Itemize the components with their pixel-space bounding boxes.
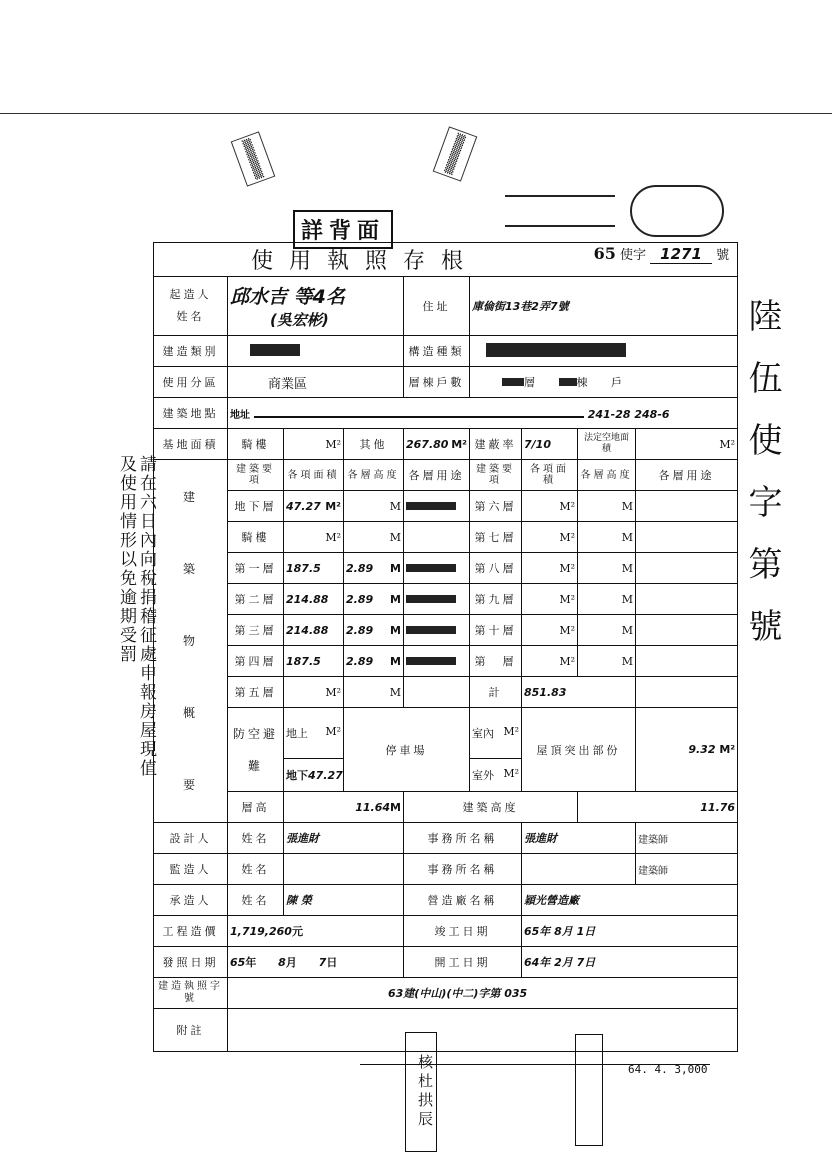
- right-vertical-text: 陸伍使字第號: [742, 298, 782, 670]
- f10-height: M: [578, 615, 636, 646]
- col-height: 各層高度: [344, 460, 404, 491]
- row-arcade: 騎樓: [228, 522, 284, 553]
- f9-use: [636, 584, 738, 615]
- col-area: 各項面積: [284, 460, 344, 491]
- completed-value: 65年 8月 1日: [522, 916, 738, 947]
- arcade-area: M²: [284, 522, 344, 553]
- bldg-height-value: 11.76: [578, 792, 738, 823]
- open-space-value: M²: [636, 429, 738, 460]
- row-9f: 第九層: [470, 584, 522, 615]
- supervisor-seal: 建築師: [636, 854, 738, 885]
- f5-use: [404, 677, 470, 708]
- tilted-stamp-right: ▒ ▒ ▒: [433, 126, 478, 181]
- other-value: 267.80 M²: [404, 429, 470, 460]
- structure-type-value: [470, 336, 738, 367]
- arcade-height: M: [344, 522, 404, 553]
- total-value: 851.83: [522, 677, 636, 708]
- floors-label: 層棟戶數: [404, 367, 470, 398]
- print-code: 64. 4. 3,000: [628, 1063, 708, 1076]
- permit-label: 建造執照字號: [154, 978, 228, 1009]
- parking-indoor: 室內 M²: [470, 708, 522, 759]
- detail-back-stamp: 詳背面: [293, 210, 393, 249]
- floors-value: 層 棟 戶: [470, 367, 738, 398]
- f4-height: 2.89 M: [344, 646, 404, 677]
- row-2f: 第二層: [228, 584, 284, 615]
- fn-use: [636, 646, 738, 677]
- f6-height: M: [578, 491, 636, 522]
- total-blank: [636, 677, 738, 708]
- page-top-rule: [0, 113, 832, 114]
- fn-height: M: [578, 646, 636, 677]
- arcade-use: [404, 522, 470, 553]
- f2-use: [404, 584, 470, 615]
- bldg-height-label: 建築高度: [404, 792, 578, 823]
- coverage-label: 建蔽率: [470, 429, 522, 460]
- f3-height: 2.89 M: [344, 615, 404, 646]
- total-label: 計: [470, 677, 522, 708]
- col-height-2: 各層高度: [578, 460, 636, 491]
- approval-stamp: 核杜拱辰: [405, 1032, 437, 1152]
- col-use-2: 各層用途: [636, 460, 738, 491]
- contractor-value: 陳 榮: [284, 885, 404, 916]
- roof-value: 9.32 M²: [636, 708, 738, 792]
- cost-label: 工程造價: [154, 916, 228, 947]
- f7-area: M²: [522, 522, 578, 553]
- supervisor-value: [284, 854, 404, 885]
- designer-office-value: 張進財: [522, 823, 636, 854]
- basement-area: 47.27 M²: [284, 491, 344, 522]
- completed-label: 竣工日期: [404, 916, 522, 947]
- tax-notice: 請在六日內向稅捐稽征處申報房屋現值及使用情形以免逾期受罰: [116, 455, 156, 778]
- construction-type-label: 建造類別: [154, 336, 228, 367]
- firm-label: 營造廠名稱: [404, 885, 522, 916]
- designer-seal: 建築師: [636, 823, 738, 854]
- open-space-label: 法定空地面積: [578, 429, 636, 460]
- f2-area: 214.88: [284, 584, 344, 615]
- shelter-below: 地下47.27: [284, 758, 344, 792]
- remarks-value: [228, 1009, 738, 1052]
- basement-use: [404, 491, 470, 522]
- oval-seal: [630, 185, 724, 237]
- builder-name-cell: 邱水吉 等4名 (吳宏彬): [228, 277, 404, 336]
- f3-use: [404, 615, 470, 646]
- shelter-above: 地上 M²: [284, 708, 344, 759]
- parking-outdoor: 室外 M²: [470, 758, 522, 792]
- supervisor-name-label: 姓名: [228, 854, 284, 885]
- license-number: 65 使字 1271 號: [593, 244, 730, 263]
- firm-value: 穎光營造廠: [522, 885, 738, 916]
- designer-label: 設計人: [154, 823, 228, 854]
- row-6f: 第六層: [470, 491, 522, 522]
- row-7f: 第七層: [470, 522, 522, 553]
- address-value: 庫倫街13巷2弄7號: [470, 277, 738, 336]
- f7-height: M: [578, 522, 636, 553]
- builder-label: 起造人 姓名: [154, 277, 228, 336]
- arcade-value: M²: [284, 429, 344, 460]
- row-basement: 地下層: [228, 491, 284, 522]
- form-title: 使用執照存根: [251, 249, 480, 274]
- started-value: 64年 2月 7日: [522, 947, 738, 978]
- f8-area: M²: [522, 553, 578, 584]
- story-height-value: 11.64M: [284, 792, 404, 823]
- fn-area: M²: [522, 646, 578, 677]
- f6-area: M²: [522, 491, 578, 522]
- coverage-value: 7/10: [522, 429, 578, 460]
- f5-height: M: [344, 677, 404, 708]
- remarks-label: 附註: [154, 1009, 228, 1052]
- row-8f: 第八層: [470, 553, 522, 584]
- started-label: 開工日期: [404, 947, 522, 978]
- row-3f: 第三層: [228, 615, 284, 646]
- row-5f: 第五層: [228, 677, 284, 708]
- f1-height: 2.89 M: [344, 553, 404, 584]
- issued-value: 65年 8月 7日: [228, 947, 404, 978]
- basement-height: M: [344, 491, 404, 522]
- col-item-2: 建築要項: [470, 460, 522, 491]
- f4-area: 187.5: [284, 646, 344, 677]
- license-form: [153, 242, 738, 1052]
- cost-value: 1,719,260元: [228, 916, 404, 947]
- row-4f: 第四層: [228, 646, 284, 677]
- construction-type-value: [228, 336, 404, 367]
- f1-use: [404, 553, 470, 584]
- f9-area: M²: [522, 584, 578, 615]
- supervisor-office-value: [522, 854, 636, 885]
- designer-office-label: 事務所名稱: [404, 823, 522, 854]
- zoning-label: 使用分區: [154, 367, 228, 398]
- f4-use: [404, 646, 470, 677]
- arcade-label: 騎樓: [228, 429, 284, 460]
- f1-area: 187.5: [284, 553, 344, 584]
- site-value: 地址 241-28 248-6: [228, 398, 738, 429]
- f5-area: M²: [284, 677, 344, 708]
- supervisor-label: 監造人: [154, 854, 228, 885]
- issued-label: 發照日期: [154, 947, 228, 978]
- contractor-label: 承造人: [154, 885, 228, 916]
- other-label: 其他: [344, 429, 404, 460]
- f2-height: 2.89 M: [344, 584, 404, 615]
- row-1f: 第一層: [228, 553, 284, 584]
- address-label: 住址: [404, 277, 470, 336]
- parking-label: 停車場: [344, 708, 470, 792]
- f6-use: [636, 491, 738, 522]
- structure-type-label: 構造種類: [404, 336, 470, 367]
- site-area-label: 基地面積: [154, 429, 228, 460]
- f9-height: M: [578, 584, 636, 615]
- section-chief-stamp: [575, 1034, 603, 1146]
- f10-area: M²: [522, 615, 578, 646]
- building-summary-label: 建 築 物 概 要: [154, 460, 228, 823]
- f8-height: M: [578, 553, 636, 584]
- f8-use: [636, 553, 738, 584]
- f3-area: 214.88: [284, 615, 344, 646]
- permit-value: 63建(中山)(中二)字第 035: [228, 978, 738, 1009]
- zoning-value: 商業區: [228, 367, 404, 398]
- designer-name-label: 姓名: [228, 823, 284, 854]
- story-height-label: 層高: [228, 792, 284, 823]
- f7-use: [636, 522, 738, 553]
- shelter-label: 防空避難: [228, 708, 284, 792]
- row-10f: 第十層: [470, 615, 522, 646]
- designer-value: 張進財: [284, 823, 404, 854]
- roof-label: 屋頂突出部份: [522, 708, 636, 792]
- f10-use: [636, 615, 738, 646]
- col-item: 建築要項: [228, 460, 284, 491]
- site-label: 建築地點: [154, 398, 228, 429]
- supervisor-office-label: 事務所名稱: [404, 854, 522, 885]
- stamp-text-block: [505, 195, 615, 227]
- col-use: 各層用途: [404, 460, 470, 491]
- tilted-stamp-left: ▒ ▒ ▒: [231, 131, 276, 186]
- row-nf: 第 層: [470, 646, 522, 677]
- col-area-2: 各項面積: [522, 460, 578, 491]
- contractor-name-label: 姓名: [228, 885, 284, 916]
